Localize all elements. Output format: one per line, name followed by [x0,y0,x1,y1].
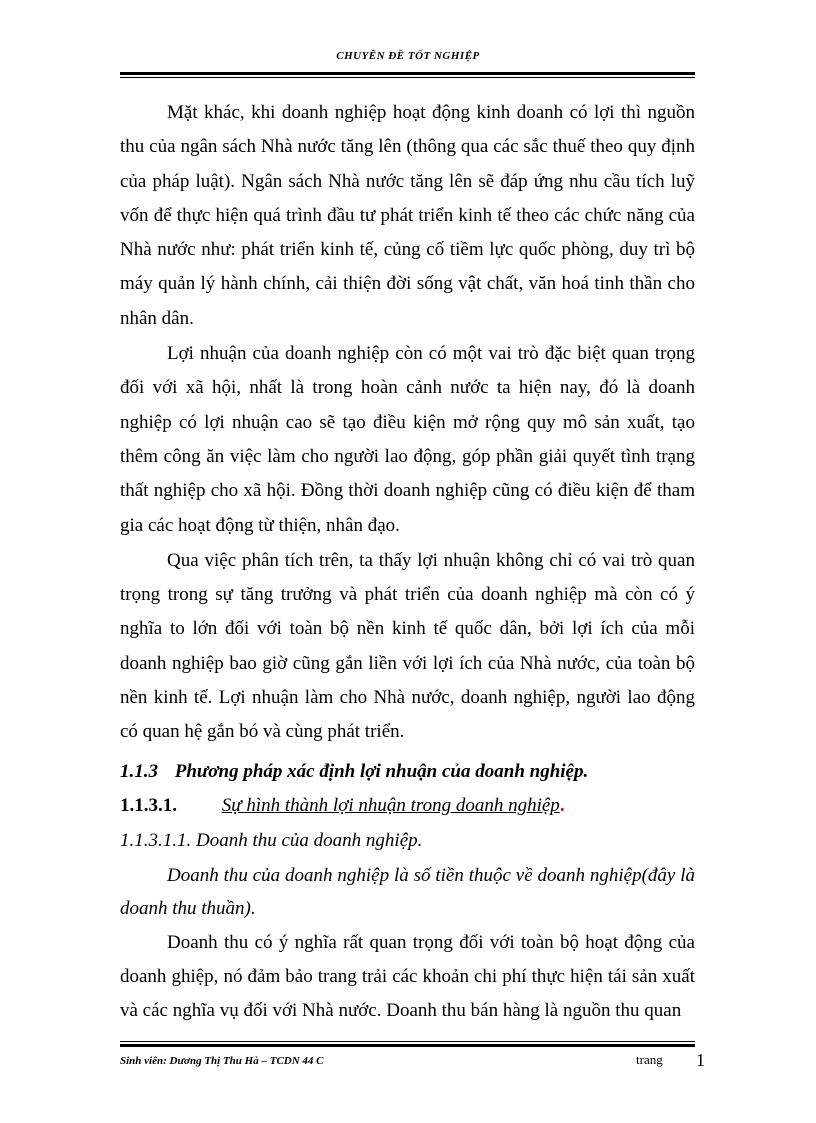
footer-page-number: 1 [696,1050,705,1070]
footer-author: Sinh viên: Dương Thị Thu Hà – TCDN 44 C [120,1055,324,1067]
definition-paragraph: Doanh thu của doanh nghiệp là số tiền thuộc về doanh nghiệp(đây là doanh thu thuần). [120,864,695,919]
subsection-dot: . [559,794,565,816]
paragraph-3: Qua việc phân tích trên, ta thấy lợi nhuận không chỉ có vai trò quan trọng trong sự tăng trưởng và phát triển của doanh nghiệp mà còn có ý nghĩa to lớn đối với toàn bộ nền kinh tế quốc dân, bởi lợi ích của mỗi doanh nghiệp bao giờ cũng gắn liền với lợi ích của Nhà nước, của toàn bộ nền kinh tế. Lợi nhuận làm cho Nhà nước, doanh nghiệp, người lao động có quan hệ gắn bó và cùng phát triển. [120,549,695,743]
section-number: 1.1.3 [120,760,158,782]
header-title: CHUYÊN ĐỀ TỐT NGHIỆP [336,50,480,62]
header-rule-thick [120,72,695,75]
header-rule-thin [120,77,695,78]
page-body [120,96,695,1029]
paragraph-1: Mặt khác, khi doanh nghiệp hoạt động kinh doanh có lợi thì nguồn thu của ngân sách Nhà nước tăng lên (thông qua các sắc thuế theo quy định của pháp luật). Ngân sách Nhà nước tăng lên sẽ đáp ứng nhu cầu tích luỹ vốn để thực hiện quá trình đầu tư phát triển kinh tế theo các chức năng của Nhà nước như: phát triển kinh tế, củng cố tiềm lực quốc phòng, duy trì bộ máy quản lý hành chính, cải thiện đời sống vật chất, văn hoá tinh thần cho nhân dân. [120,102,695,329]
section-heading [120,756,695,788]
subsection-heading [120,790,695,822]
section-title: Phương pháp xác định lợi nhuận của doanh nghiệp. [174,760,589,782]
paragraph-4: Doanh thu có ý nghĩa rất quan trọng đối với toàn bộ hoạt động của doanh ghiệp, nó đảm bảo trang trải các khoản chi phí thực hiện tái sản xuất và các nghĩa vụ đối với Nhà nước. Doanh thu bán hàng là nguồn thu quan [120,931,695,1022]
footer-rule-thin [120,1041,695,1042]
footer-page-label: trang [636,1052,663,1067]
paragraph-2: Lợi nhuận của doanh nghiệp còn có một vai trò đặc biệt quan trọng đối với xã hội, nhất là trong hoàn cảnh nước ta hiện nay, đó là doanh nghiệp có lợi nhuận cao sẽ tạo điều kiện mở rộng quy mô sản xuất, tạo thêm công ăn việc làm cho người lao động, góp phần giải quyết tình trạng thất nghiệp cho xã hội. Đồng thời doanh nghiệp cũng có điều kiện để tham gia các hoạt động từ thiện, nhân đạo. [120,343,695,536]
subsection-title: Sự hình thành lợi nhuận trong doanh nghiệp [221,794,560,816]
subsection-number: 1.1.3.1. [120,794,177,816]
footer-rule-thick [120,1044,695,1047]
subsubsection-heading: 1.1.3.1.1. Doanh thu của doanh nghiệp. [120,829,423,851]
